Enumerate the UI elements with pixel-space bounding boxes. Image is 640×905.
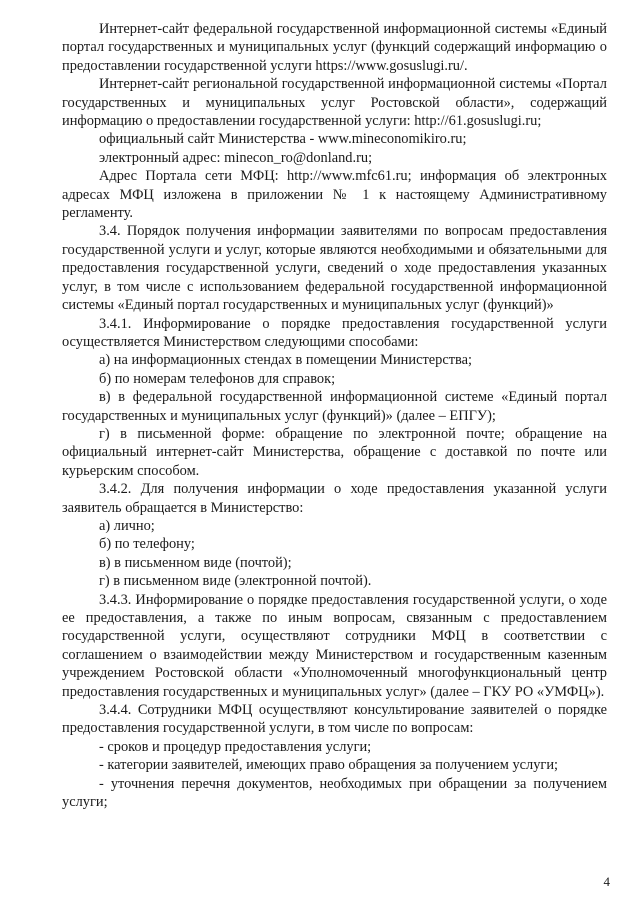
section-3-4-2: 3.4.2. Для получения информации о ходе предоставления указанной услуги заявитель обращается в Министерство: <box>62 481 607 516</box>
paragraph-ministry-site: официальный сайт Министерства - www.mineconomikiro.ru; <box>99 131 467 148</box>
list-item: б) по номерам телефонов для справок; <box>99 370 336 387</box>
list-item: в) в письменном виде (почтой); <box>99 554 292 571</box>
section-3-4-heading: 3.4. Порядок получения информации заявителями по вопросам предоставления государственной услуги и услуг, которые являются необходимыми и обязательными для предоставления государственной услуги, сведений о ходе предоставления указанных услуг, в том числе с использованием федеральной государственной информационной системы «Единый портал государственных и муниципальных услуг (функций)» <box>62 223 607 314</box>
section-3-4-1: 3.4.1. Информирование о порядке предоставления государственной услуги осуществляется Министерством следующими способами: <box>62 315 607 350</box>
paragraph-federal-portal: Интернет-сайт федеральной государственной информационной системы «Единый портал государственных и муниципальных услуг (функций содержащий информацию о предоставлении государственной услуги https://www.gosuslugi.ru/. <box>62 21 607 74</box>
list-item: - уточнения перечня документов, необходимых при обращении за получением услуги; <box>62 775 607 811</box>
page-number: 4 <box>603 874 610 889</box>
section-3-4-4: 3.4.4. Сотрудники МФЦ осуществляют консультирование заявителей о порядке предоставления государственной услуги, в том числе по вопросам: <box>62 702 607 737</box>
list-item: а) на информационных стендах в помещении Министерства; <box>99 352 472 369</box>
list-item: - категории заявителей, имеющих право обращения за получением услуги; <box>99 757 559 774</box>
paragraph-mfc-portal: Адрес Портала сети МФЦ: http://www.mfc61.ru; информация об электронных адресах МФЦ изложена в приложении № 1 к настоящему Административному регламенту. <box>62 168 607 222</box>
list-item: а) лично; <box>99 517 155 534</box>
list-item: - сроков и процедур предоставления услуги; <box>99 738 372 755</box>
paragraph-regional-portal: Интернет-сайт региональной государственной информационной системы «Портал государственных и муниципальных услуг Ростовской области», содержащий информацию о предоставлении государственной услуги: http://61.gosuslugi.ru; <box>62 76 607 130</box>
paragraph-email: электронный адрес: minecon_ro@donland.ru; <box>99 149 373 166</box>
section-3-4-3: 3.4.3. Информирование о порядке предоставления государственной услуги, о ходе ее предоставления, а также по иным вопросам, связанным с предоставлением государственной услуги, осуществляют сотрудники МФЦ в соответствии с соглашением о взаимодействии между Министерством и государственным казенным учреждением Ростовской области «Уполномоченный многофункциональный центр предоставления государственных и муниципальных услуг» (далее – ГКУ РО «УМФЦ»). <box>62 591 607 700</box>
list-item: б) по телефону; <box>99 536 195 553</box>
list-item: г) в письменной форме: обращение по электронной почте; обращение на официальный интернет-сайт Министерства, обращение с доставкой по почте или курьерским способом. <box>62 425 607 479</box>
document-page <box>62 20 607 811</box>
list-item: в) в федеральной государственной информационной системе «Единый портал государственных и муниципальных услуг (функций)» (далее – ЕПГУ); <box>62 389 607 424</box>
list-item: г) в письменном виде (электронной почтой). <box>99 573 372 590</box>
